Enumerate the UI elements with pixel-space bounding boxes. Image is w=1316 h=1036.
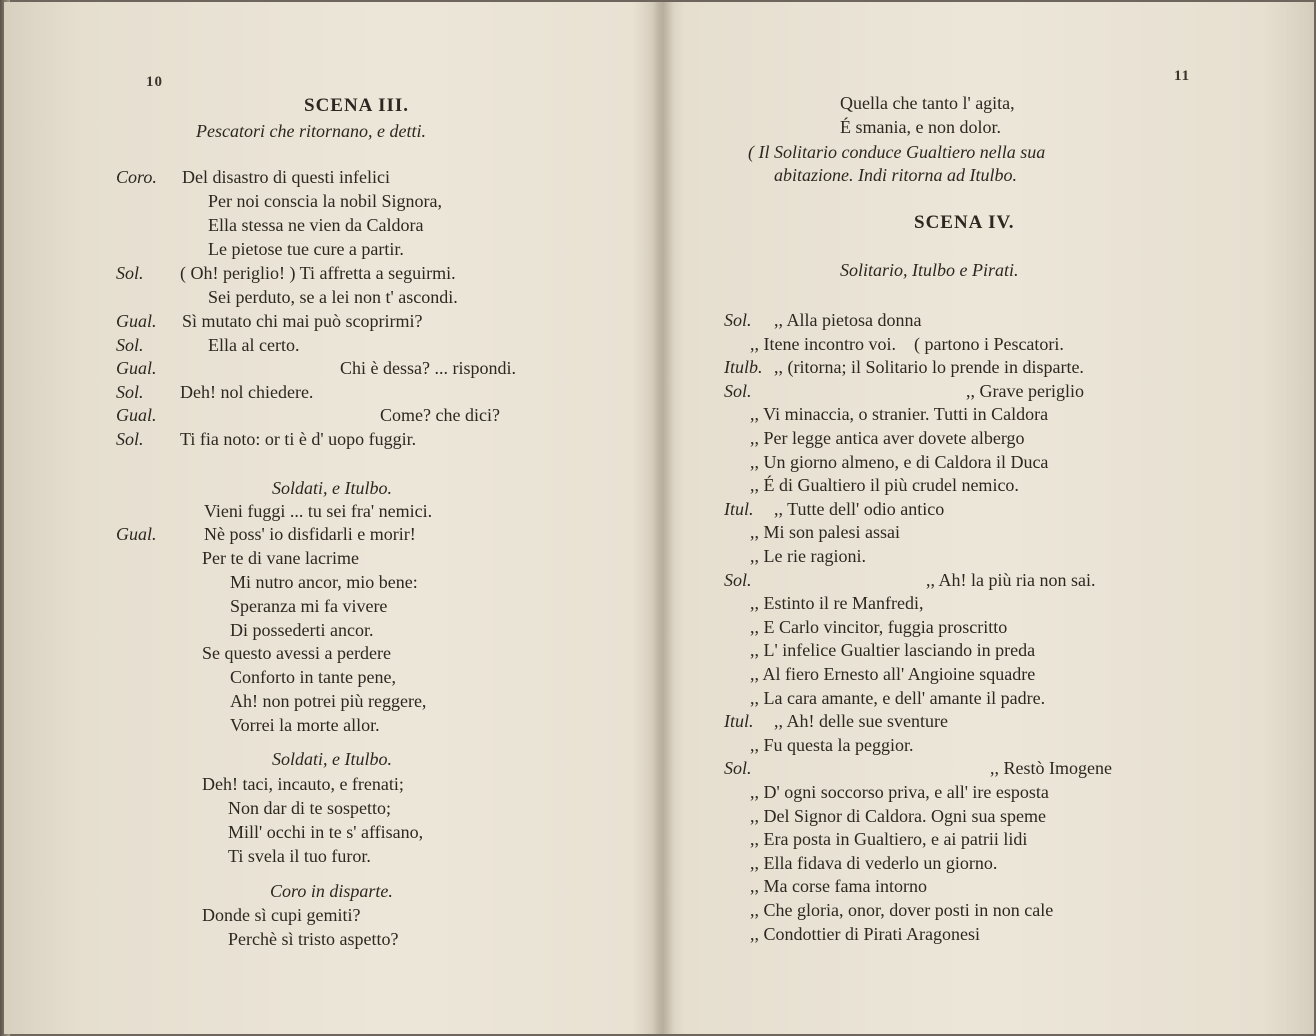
verse-line: Conforto in tante pene, bbox=[230, 667, 396, 687]
speaker-label: Sol. bbox=[724, 570, 752, 590]
dialogue-line: Sì mutato chi mai può scoprirmi? bbox=[182, 311, 423, 331]
right-page bbox=[664, 2, 1314, 1034]
speaker-label: Sol. bbox=[116, 335, 144, 355]
verse-line: Ah! non potrei più reggere, bbox=[230, 691, 427, 711]
verse-line: Di possederti ancor. bbox=[230, 620, 374, 640]
dialogue-line: ( Oh! periglio! ) Ti affretta a seguirmi. bbox=[180, 263, 456, 283]
dialogue-line: ,, Fu questa la peggior. bbox=[750, 735, 914, 755]
speaker-label: Itul. bbox=[724, 711, 754, 731]
scene-subtitle: Solitario, Itulbo e Pirati. bbox=[840, 260, 1019, 280]
dialogue-line: ,, Condottier di Pirati Aragonesi bbox=[750, 924, 980, 944]
dialogue-line: Del disastro di questi infelici bbox=[182, 167, 390, 187]
scene-subtitle: Pescatori che ritornano, e detti. bbox=[196, 121, 426, 141]
dialogue-line: ,, (ritorna; il Solitario lo prende in disparte. bbox=[774, 357, 1084, 377]
dialogue-line: ,, Vi minaccia, o stranier. Tutti in Caldora bbox=[750, 404, 1049, 424]
dialogue-line: ,, L' infelice Gualtier lasciando in preda bbox=[750, 640, 1036, 660]
speaker-label: Itul. bbox=[724, 499, 754, 519]
dialogue-line: Ella stessa ne vien da Caldora bbox=[208, 215, 424, 235]
dialogue-line: ,, É di Gualtiero il più crudel nemico. bbox=[750, 475, 1019, 495]
verse-line: Vieni fuggi ... tu sei fra' nemici. bbox=[204, 501, 433, 521]
dialogue-line: ,, Estinto il re Manfredi, bbox=[750, 593, 924, 613]
dialogue-line: ,, La cara amante, e dell' amante il padre. bbox=[750, 688, 1046, 708]
dialogue-line: ,, Grave periglio bbox=[966, 381, 1084, 401]
speaker-label: Sol. bbox=[116, 263, 144, 283]
stage-direction: abitazione. Indi ritorna ad Itulbo. bbox=[774, 165, 1017, 185]
dialogue-line: ,, Ah! la più ria non sai. bbox=[926, 570, 1096, 590]
verse-line: Vorrei la morte allor. bbox=[230, 715, 380, 735]
dialogue-line: ,, Era posta in Gualtiero, e ai patrii lidi bbox=[750, 829, 1028, 849]
speaker-label: Sol. bbox=[116, 429, 144, 449]
dialogue-line: Come? che dici? bbox=[380, 405, 500, 425]
dialogue-line: Ella al certo. bbox=[208, 335, 300, 355]
dialogue-line: Deh! nol chiedere. bbox=[180, 382, 314, 402]
verse-line: Mi nutro ancor, mio bene: bbox=[230, 572, 418, 592]
verse-line: Speranza mi fa vivere bbox=[230, 596, 388, 616]
dialogue-line: ,, Mi son palesi assai bbox=[750, 522, 900, 542]
dialogue-line: ,, Per legge antica aver dovete albergo bbox=[750, 428, 1025, 448]
stage-direction: Soldati, e Itulbo. bbox=[272, 478, 392, 498]
verse-line: É smania, e non dolor. bbox=[840, 117, 1001, 137]
stage-direction: Soldati, e Itulbo. bbox=[272, 749, 392, 769]
dialogue-line: ,, Ella fidava di vederlo un giorno. bbox=[750, 853, 998, 873]
dialogue-line: Chi è dessa? ... rispondi. bbox=[340, 358, 516, 378]
speaker-label: Sol. bbox=[724, 758, 752, 778]
verse-line: Quella che tanto l' agita, bbox=[840, 93, 1015, 113]
dialogue-line: Sei perduto, se a lei non t' ascondi. bbox=[208, 287, 458, 307]
verse-line: Donde sì cupi gemiti? bbox=[202, 905, 361, 925]
scene-title: SCENA III. bbox=[304, 95, 410, 116]
page-number: 10 bbox=[146, 74, 163, 90]
dialogue-line: ,, Ma corse fama intorno bbox=[750, 876, 927, 896]
speaker-label: Sol. bbox=[724, 381, 752, 401]
verse-line: Per te di vane lacrime bbox=[202, 548, 359, 568]
stage-direction: ( Il Solitario conduce Gualtiero nella sua bbox=[748, 142, 1046, 162]
verse-line: Nè poss' io disfidarli e morir! bbox=[204, 524, 416, 544]
left-page bbox=[4, 2, 659, 1034]
dialogue-line: ,, Al fiero Ernesto all' Angioine squadre bbox=[750, 664, 1036, 684]
speaker-label: Itulb. bbox=[724, 357, 763, 377]
dialogue-line: Ti fia noto: or ti è d' uopo fuggir. bbox=[180, 429, 417, 449]
speaker-label: Gual. bbox=[116, 358, 157, 378]
verse-line: Ti svela il tuo furor. bbox=[228, 846, 371, 866]
verse-line: Non dar di te sospetto; bbox=[228, 798, 391, 818]
verse-line: Deh! taci, incauto, e frenati; bbox=[202, 774, 404, 794]
speaker-label: Sol. bbox=[116, 382, 144, 402]
dialogue-line: ,, D' ogni soccorso priva, e all' ire esposta bbox=[750, 782, 1049, 802]
speaker-label: Gual. bbox=[116, 524, 157, 544]
dialogue-line: ,, Restò Imogene bbox=[990, 758, 1112, 778]
dialogue-line: ,, Ah! delle sue sventure bbox=[774, 711, 948, 731]
dialogue-line: ,, Che gloria, onor, dover posti in non cale bbox=[750, 900, 1054, 920]
book-spread bbox=[4, 2, 1314, 1034]
speaker-label: Gual. bbox=[116, 405, 157, 425]
dialogue-line: Le pietose tue cure a partir. bbox=[208, 239, 404, 259]
dialogue-line: ,, Del Signor di Caldora. Ogni sua speme bbox=[750, 806, 1046, 826]
dialogue-line: ,, E Carlo vincitor, fuggia proscritto bbox=[750, 617, 1008, 637]
dialogue-line: ,, Alla pietosa donna bbox=[774, 310, 922, 330]
stage-direction: Coro in disparte. bbox=[270, 881, 393, 901]
verse-line: Mill' occhi in te s' affisano, bbox=[228, 822, 424, 842]
dialogue-line: ,, Un giorno almeno, e di Caldora il Duca bbox=[750, 452, 1049, 472]
dialogue-line: Per noi conscia la nobil Signora, bbox=[208, 191, 442, 211]
speaker-label: Coro. bbox=[116, 167, 157, 187]
dialogue-line: ,, Le rie ragioni. bbox=[750, 546, 866, 566]
page-number: 11 bbox=[1174, 68, 1191, 84]
dialogue-line: ,, Tutte dell' odio antico bbox=[774, 499, 945, 519]
dialogue-line: ,, Itene incontro voi. ( partono i Pescatori. bbox=[750, 334, 1064, 354]
speaker-label: Sol. bbox=[724, 310, 752, 330]
speaker-label: Gual. bbox=[116, 311, 157, 331]
verse-line: Se questo avessi a perdere bbox=[202, 643, 391, 663]
scene-title: SCENA IV. bbox=[914, 212, 1015, 233]
verse-line: Perchè sì tristo aspetto? bbox=[228, 929, 399, 949]
